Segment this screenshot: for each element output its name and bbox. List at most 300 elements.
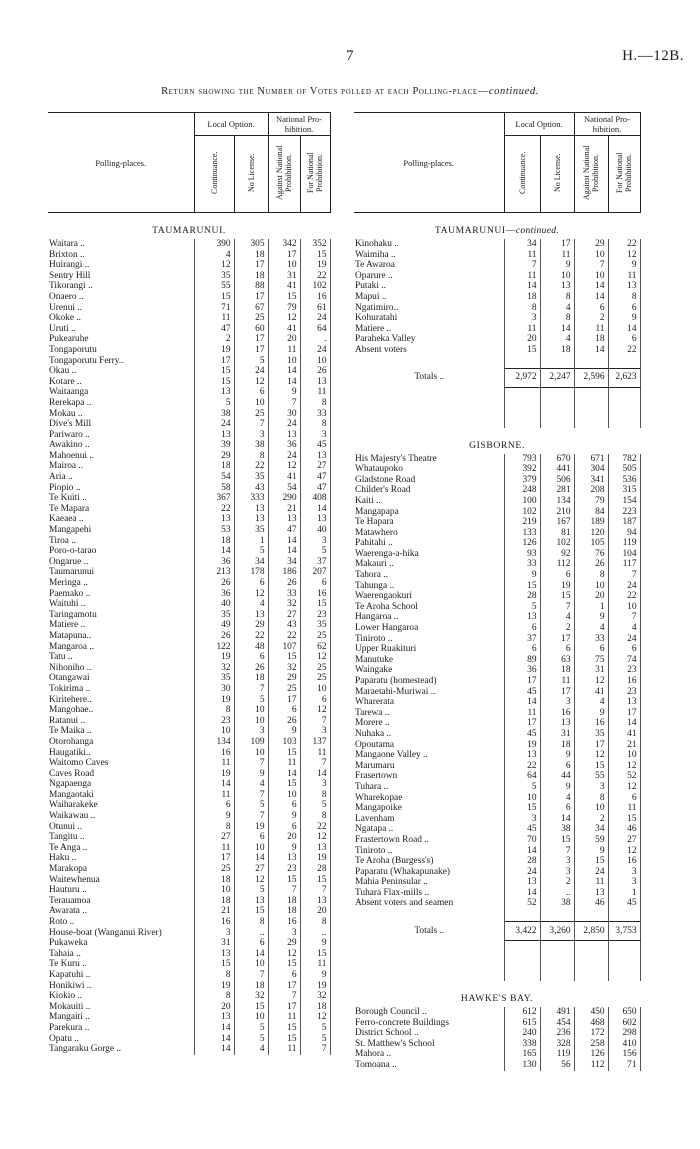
for-national-value: 45: [608, 898, 640, 909]
continuance-value: 58: [194, 483, 234, 494]
spacer-cell: [354, 909, 504, 922]
for-national-value: 61: [300, 303, 330, 314]
no-license-value: 10: [234, 716, 268, 727]
continuance-value: 793: [504, 454, 540, 465]
table-row: [48, 917, 330, 928]
no-license-value: 5: [234, 1034, 268, 1045]
no-license-value: 19: [234, 822, 268, 833]
no-license-header: [540, 136, 574, 213]
against-national-value: 10: [574, 581, 608, 592]
no-license-value: 32: [234, 991, 268, 1002]
totals-value: 3,753: [608, 922, 640, 941]
table-row: [48, 758, 330, 769]
no-license-value: 13: [234, 610, 268, 621]
continuance-value: 15: [194, 366, 234, 377]
polling-place-name: St. Matthew's School: [355, 1038, 435, 1049]
no-license-value: 5: [234, 546, 268, 557]
no-license-value: 48: [234, 642, 268, 653]
against-national-value: 7: [268, 991, 300, 1002]
continuance-value: 16: [194, 917, 234, 928]
table-row: [354, 271, 640, 282]
against-national-value: 23: [268, 864, 300, 875]
table-row: [48, 567, 330, 578]
polling-place-name: Mangaroa ..: [49, 641, 95, 652]
for-national-value: 3: [608, 867, 640, 878]
for-national-value: 24: [608, 634, 640, 645]
polling-place-name: Piopio ..: [49, 482, 81, 493]
table-row: [48, 387, 330, 398]
taumarunui-continued-section-title-text: TAUMARUNUI—: [434, 225, 516, 237]
table-row: [48, 896, 330, 907]
spacer-cell: [574, 387, 608, 428]
continuance-value: 25: [194, 864, 234, 875]
for-national-value: 8: [300, 790, 330, 801]
totals-value: 3,422: [504, 922, 540, 941]
spacer-cell: [354, 356, 504, 369]
continuance-value: 19: [194, 981, 234, 992]
polling-place-name: Waikawau ..: [49, 811, 96, 822]
no-license-value: 92: [540, 549, 574, 560]
polling-place-name: Waitaanga: [49, 387, 89, 398]
for-national-value: 35: [300, 620, 330, 631]
no-license-value: 3: [540, 697, 574, 708]
against-national-value: 14: [574, 345, 608, 356]
for-national-value: 410: [608, 1039, 640, 1050]
no-license-value: 15: [234, 906, 268, 917]
no-license-value: 6: [234, 938, 268, 949]
table-row: [48, 748, 330, 759]
polling-place-name: Nihoniho ..: [49, 662, 92, 673]
for-national-value: 8: [608, 292, 640, 303]
continuance-value: 14: [504, 281, 540, 292]
page-number: 7: [346, 48, 354, 64]
against-national-value: 3: [268, 928, 300, 939]
no-license-value: 7: [234, 970, 268, 981]
for-national-value: 37: [300, 557, 330, 568]
polling-place-name: Honikiwi ..: [49, 980, 92, 991]
for-national-value: 22: [300, 271, 330, 282]
for-national-value: 23: [608, 687, 640, 698]
against-national-value: 15: [268, 292, 300, 303]
hawkes-bay-section-title-text: HAWKE'S BAY.: [460, 993, 534, 1005]
polling-place-name: Parekura ..: [49, 1022, 90, 1033]
for-national-value: 45: [300, 440, 330, 451]
against-national-value: 59: [574, 835, 608, 846]
table-row: [48, 822, 330, 833]
table-row: [48, 875, 330, 886]
for-national-value: 12: [608, 250, 640, 261]
against-national-value: 84: [574, 507, 608, 518]
continuance-value: 3: [504, 313, 540, 324]
continuance-value: 26: [194, 578, 234, 589]
for-national-value: 14: [300, 769, 330, 780]
table-row: [48, 938, 330, 949]
for-national-value: 27: [608, 835, 640, 846]
polling-place-name: Rerekapa ..: [49, 397, 92, 408]
for-national-value: 352: [300, 239, 330, 250]
table-row: [354, 888, 640, 899]
table-row: [48, 260, 330, 271]
no-license-value: 18: [234, 250, 268, 261]
polling-place-name: Hangaroa ..: [355, 612, 399, 623]
for-national-value: 14: [608, 324, 640, 335]
polling-place-name: Paparatu (homestead): [355, 676, 437, 686]
against-national-value: 6: [268, 705, 300, 716]
continuance-value: 34: [504, 239, 540, 250]
for-national-value: 16: [300, 589, 330, 600]
continuance-value: 13: [504, 612, 540, 623]
polling-place-name: His Majesty's Theatre: [355, 453, 437, 464]
table-row: [48, 716, 330, 727]
no-license-value: 17: [540, 634, 574, 645]
left-table-column: [48, 112, 331, 1055]
for-national-value: 21: [608, 740, 640, 751]
no-license-value: 454: [540, 1018, 574, 1029]
table-row: [48, 610, 330, 621]
for-national-value: 7: [300, 758, 330, 769]
for-national-value: 12: [300, 832, 330, 843]
no-license-value: 4: [234, 599, 268, 610]
polling-place-name: Okau ..: [49, 366, 77, 377]
table-row: [48, 303, 330, 314]
polling-place-name: Childer's Road: [355, 485, 411, 496]
against-national-value: 15: [268, 779, 300, 790]
against-national-value: 290: [268, 493, 300, 504]
continuance-value: 93: [504, 549, 540, 560]
against-national-value: 4: [574, 697, 608, 708]
for-national-value: 15: [300, 949, 330, 960]
table-row: [48, 589, 330, 600]
against-national-value: 450: [574, 1007, 608, 1018]
table-row: [48, 239, 330, 250]
polling-place-name: Waituhi ..: [49, 599, 86, 610]
table-row: [354, 324, 640, 335]
table-row: [354, 708, 640, 719]
table-row: [48, 377, 330, 388]
for-national-value: 156: [608, 1049, 640, 1060]
caption-italic: continued.: [488, 86, 539, 97]
for-national-value: 137: [300, 737, 330, 748]
against-national-value: 43: [268, 620, 300, 631]
table-row: [48, 769, 330, 780]
no-license-value: 7: [234, 758, 268, 769]
table-row: [354, 697, 640, 708]
polling-place-name: Ngatapa ..: [355, 824, 394, 835]
table-row: [354, 814, 640, 825]
no-license-value: 4: [540, 303, 574, 314]
for-national-value: 25: [300, 631, 330, 642]
for-national-value: 25: [300, 673, 330, 684]
continuance-value: 102: [504, 507, 540, 518]
continuance-value: 36: [504, 665, 540, 676]
against-national-value: 15: [268, 875, 300, 886]
against-national-value: 13: [268, 430, 300, 441]
against-national-value: 13: [574, 888, 608, 899]
table-row: [48, 949, 330, 960]
table-row: [48, 853, 330, 864]
table-row: [354, 507, 640, 518]
no-license-value: 35: [234, 525, 268, 536]
no-license-value: 18: [540, 740, 574, 751]
spacer-cell: [608, 356, 640, 369]
no-license-value: 7: [234, 684, 268, 695]
table-row: [48, 525, 330, 536]
continuance-value: 15: [504, 345, 540, 356]
for-national-value: 16: [608, 676, 640, 687]
polling-place-name: Manutuke: [355, 654, 394, 665]
for-national-value: 18: [300, 1002, 330, 1013]
continuance-value: 24: [504, 867, 540, 878]
for-national-value: 6: [300, 695, 330, 706]
against-national-value: 3: [574, 782, 608, 793]
no-license-value: 6: [234, 652, 268, 663]
continuance-value: 55: [194, 281, 234, 292]
polling-place-name: Otorohanga: [49, 736, 94, 747]
against-national-value: 18: [268, 906, 300, 917]
continuance-value: 14: [504, 697, 540, 708]
table-row: [354, 496, 640, 507]
no-license-value: 17: [234, 334, 268, 345]
for-national-value: 17: [608, 708, 640, 719]
table-row: [48, 356, 330, 367]
polling-place-name: Tahora ..: [355, 570, 388, 581]
for-national-value: 5: [300, 800, 330, 811]
polling-place-name: Kinohaku ..: [355, 239, 400, 249]
table-row: [48, 292, 330, 303]
no-license-value: 17: [234, 345, 268, 356]
polling-place-name: Mapui ..: [355, 291, 387, 302]
continuance-value: 49: [194, 620, 234, 631]
continuance-value: 13: [194, 949, 234, 960]
for-national-value: 602: [608, 1018, 640, 1029]
no-license-header-text: No License.: [246, 153, 256, 193]
no-license-value: 27: [234, 864, 268, 875]
no-license-value: 7: [234, 419, 268, 430]
polling-place-name: Kaeaea ..: [49, 514, 84, 525]
polling-place-name: Marakopa: [49, 864, 88, 875]
against-national-value: 9: [574, 846, 608, 857]
table-row: [354, 475, 640, 486]
for-national-header-text: For National Prohibition.: [306, 152, 324, 194]
against-national-value: 18: [268, 896, 300, 907]
continuance-value: 13: [194, 387, 234, 398]
no-license-value: 8: [540, 313, 574, 324]
table-caption: [0, 86, 700, 97]
against-national-value: 17: [268, 1002, 300, 1013]
polling-place-name: Waitara ..: [49, 239, 85, 249]
for-national-value: 40: [300, 525, 330, 536]
continuance-value: 21: [194, 906, 234, 917]
for-national-value: 19: [300, 981, 330, 992]
spacer-cell: [504, 941, 540, 982]
against-national-value: 11: [268, 758, 300, 769]
polling-place-name: Mokauiti ..: [49, 1001, 91, 1012]
for-national-value: 782: [608, 454, 640, 465]
polling-place-name: Makauri ..: [355, 559, 394, 570]
no-license-value: 6: [234, 578, 268, 589]
for-national-value: 5: [300, 1034, 330, 1045]
continuance-value: 31: [194, 938, 234, 949]
polling-place-name: Matiere ..: [355, 323, 392, 334]
totals-value: 2,972: [504, 368, 540, 387]
hawkes-bay-section-title: [354, 981, 640, 1007]
no-license-value: 7: [234, 811, 268, 822]
for-national-value: 154: [608, 496, 640, 507]
no-license-value: 9: [540, 750, 574, 761]
against-national-value: 14: [268, 366, 300, 377]
for-national-value: 12: [608, 846, 640, 857]
no-license-value: 24: [234, 366, 268, 377]
continuance-value: 14: [504, 888, 540, 899]
table-row: [354, 877, 640, 888]
no-license-value: 2: [540, 623, 574, 634]
table-row: [354, 485, 640, 496]
no-license-value: 44: [540, 771, 574, 782]
totals-value: 2,850: [574, 922, 608, 941]
against-national-value: 20: [268, 334, 300, 345]
polling-place-name: House-boat (Wanganui River): [49, 927, 162, 938]
for-national-value: 187: [608, 517, 640, 528]
against-national-value: 46: [574, 898, 608, 909]
polling-place-name: Mangaotaki: [49, 789, 94, 800]
continuance-value: 18: [194, 461, 234, 472]
no-license-value: 5: [234, 800, 268, 811]
continuance-value: 18: [194, 896, 234, 907]
table-row: [48, 970, 330, 981]
against-national-value: 14: [268, 769, 300, 780]
continuance-value: 390: [194, 239, 234, 250]
no-license-value: 6: [540, 761, 574, 772]
against-national-value: 9: [574, 708, 608, 719]
for-national-value: 33: [300, 409, 330, 420]
continuance-value: 133: [504, 528, 540, 539]
for-national-value: 11: [608, 803, 640, 814]
against-national-value: 15: [268, 1023, 300, 1034]
no-license-value: 22: [234, 461, 268, 472]
no-license-value: 119: [540, 1049, 574, 1060]
for-national-value: 3: [300, 779, 330, 790]
for-national-value: 13: [608, 281, 640, 292]
no-license-value: 26: [234, 663, 268, 674]
against-national-value: 9: [268, 726, 300, 737]
no-license-value: 18: [234, 673, 268, 684]
no-license-value: 18: [540, 665, 574, 676]
national-prohibition-header: National Pro-hibition.: [574, 113, 640, 136]
spacer-cell: [540, 941, 574, 982]
for-national-value: 505: [608, 464, 640, 475]
continuance-value: 248: [504, 485, 540, 496]
table-row: [48, 1034, 330, 1045]
table-row: [48, 324, 330, 335]
polling-place-name: Sentry Hill: [49, 270, 91, 281]
for-national-value: 5: [300, 546, 330, 557]
table-row: [354, 517, 640, 528]
for-national-value: 15: [300, 250, 330, 261]
against-national-value: 172: [574, 1028, 608, 1039]
table-row: [48, 514, 330, 525]
table-row: [48, 419, 330, 430]
table-row: [354, 803, 640, 814]
no-license-value: 3: [234, 726, 268, 737]
no-license-value: 670: [540, 454, 574, 465]
table-row: [48, 409, 330, 420]
continuance-value: 14: [194, 546, 234, 557]
for-national-value: 9: [300, 938, 330, 949]
continuance-value: 8: [194, 822, 234, 833]
polling-place-name: Tuhara Flax-mills ..: [355, 887, 430, 898]
for-national-value: 13: [300, 843, 330, 854]
continuance-value: 9: [504, 570, 540, 581]
for-national-value: 7: [300, 885, 330, 896]
continuance-value: 14: [194, 1044, 234, 1055]
table-row: [354, 260, 640, 271]
table-row: [354, 665, 640, 676]
table-row: [354, 676, 640, 687]
polling-place-name: Dive's Mill: [49, 419, 92, 430]
for-national-value: 10: [608, 750, 640, 761]
polling-place-name: Frasertown: [355, 771, 398, 782]
no-license-value: 506: [540, 475, 574, 486]
against-national-value: 15: [268, 652, 300, 663]
against-national-value: 12: [268, 949, 300, 960]
against-national-value: 33: [574, 634, 608, 645]
against-national-value: 2: [574, 313, 608, 324]
against-national-value: 31: [268, 271, 300, 282]
polling-place-name: Mokau ..: [49, 408, 83, 419]
table-row: [48, 599, 330, 610]
table-row: [354, 528, 640, 539]
polling-place-name: Onaero ..: [49, 291, 84, 302]
against-national-value: 258: [574, 1039, 608, 1050]
table-row: [48, 800, 330, 811]
against-national-value: 7: [268, 885, 300, 896]
continuance-value: 13: [194, 1012, 234, 1023]
against-national-value: 24: [268, 451, 300, 462]
polling-place-name: Tahunga ..: [355, 580, 395, 591]
against-national-value: 11: [268, 1044, 300, 1055]
against-national-value: 29: [268, 938, 300, 949]
table-row: [354, 1060, 640, 1071]
table-row: [354, 239, 640, 250]
polling-place-name: District School ..: [355, 1028, 419, 1039]
no-license-value: 14: [234, 949, 268, 960]
table-row: [354, 1018, 640, 1029]
no-license-value: 6: [234, 387, 268, 398]
against-national-value: 11: [268, 345, 300, 356]
for-national-value: 3: [300, 726, 330, 737]
continuance-value: 54: [194, 472, 234, 483]
polling-place-name: Tiniroto ..: [355, 633, 393, 644]
for-national-value: 16: [608, 856, 640, 867]
against-national-value: 342: [268, 239, 300, 250]
table-header: [354, 112, 641, 213]
continuance-value: 18: [504, 292, 540, 303]
polling-place-name: Poro-o-tarao: [49, 546, 97, 557]
polling-place-name: Ongarue ..: [49, 556, 89, 567]
for-national-value: 22: [608, 345, 640, 356]
against-national-value: 27: [268, 610, 300, 621]
table-row: [48, 546, 330, 557]
against-national-value: 34: [574, 824, 608, 835]
spacer-cell: [608, 941, 640, 982]
no-license-value: 8: [234, 451, 268, 462]
no-license-value: 13: [234, 896, 268, 907]
continuance-header: [194, 136, 234, 213]
spacer-cell: [608, 909, 640, 922]
no-license-value: 4: [540, 334, 574, 345]
against-national-value: 8: [574, 793, 608, 804]
continuance-value: 134: [194, 737, 234, 748]
